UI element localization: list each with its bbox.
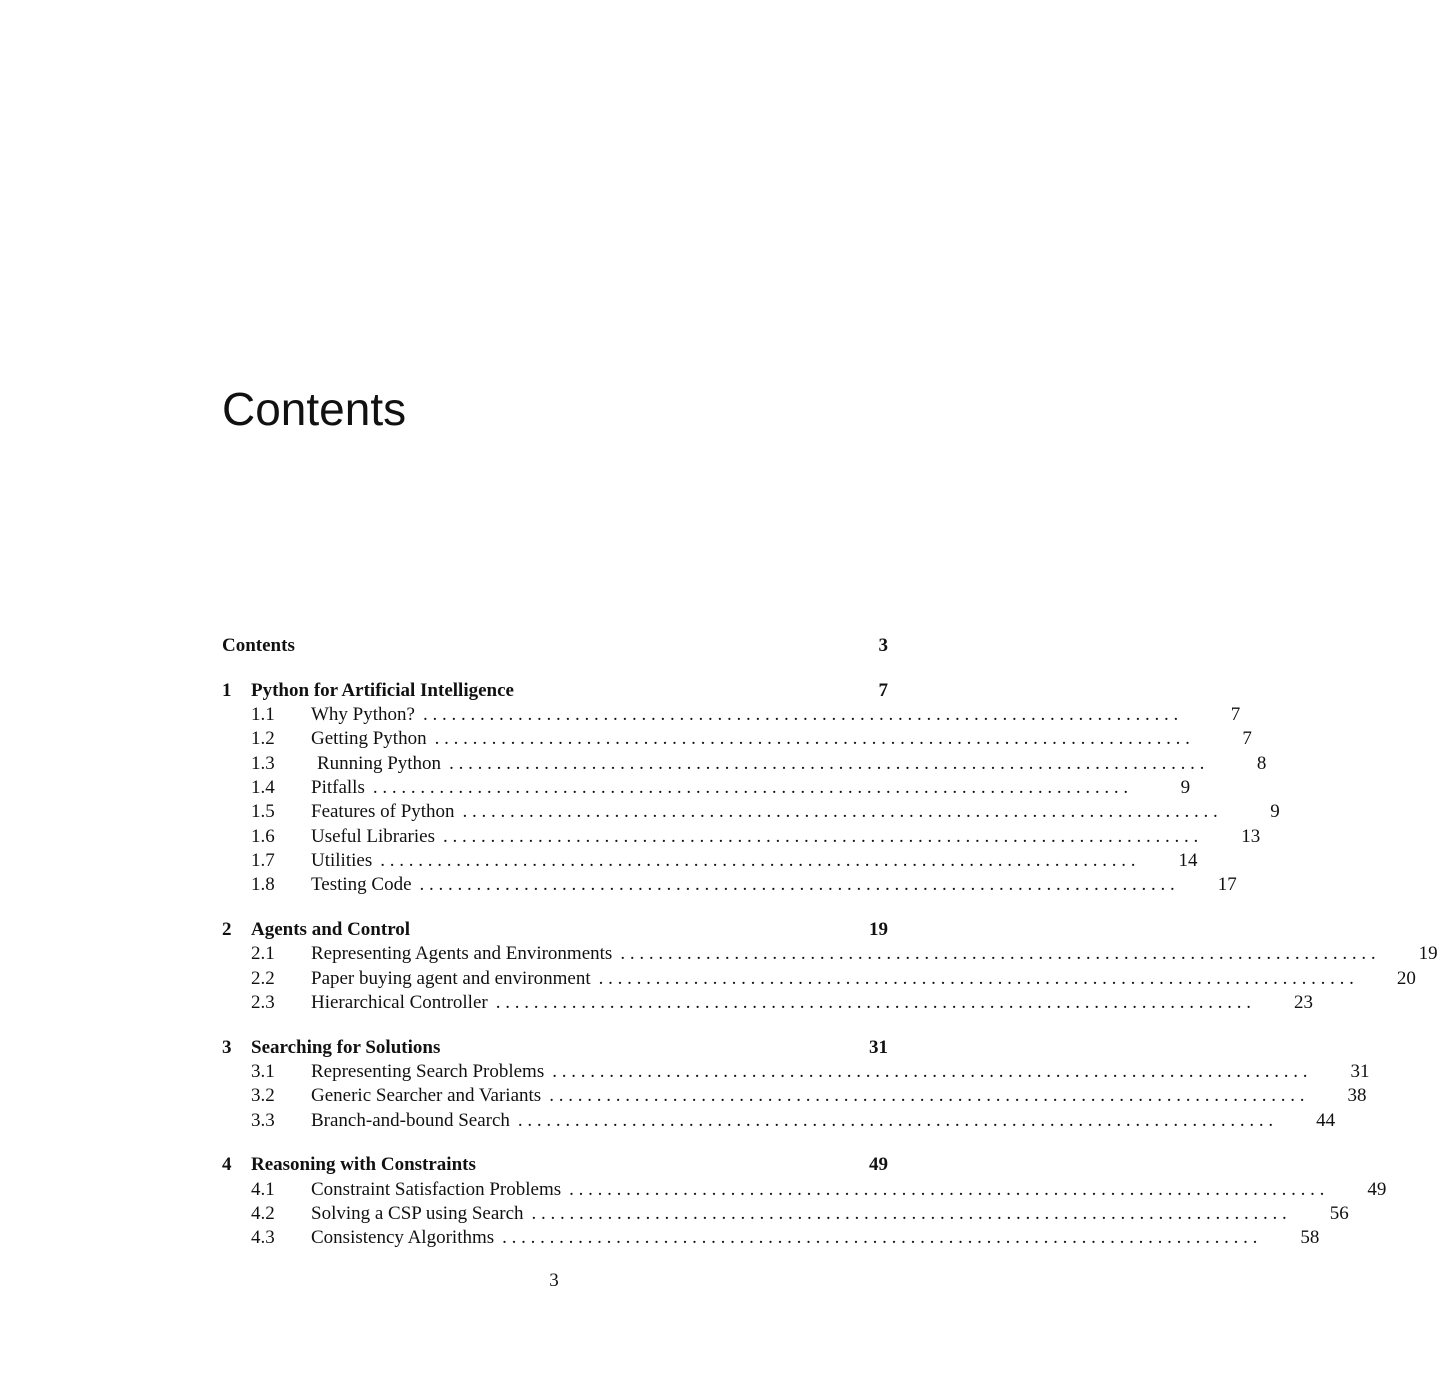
section-title: Hierarchical Controller (311, 991, 488, 1013)
section-page: 7 (1242, 728, 1252, 750)
section-title: Getting Python (311, 728, 427, 750)
toc-chapters (222, 679, 1438, 1251)
toc-section-entry[interactable] (222, 776, 1191, 800)
section-title: Representing Agents and Environments (311, 943, 613, 965)
dot-leader: . . . . . . . . . . . . . . . . . . . . . . . . . . . . . . . . . . . . . . . . . . . . . . . . . . . . . . . . . . . . . . . . . . . . . . . . . . . . . . . . (598, 967, 1354, 989)
chapter-page: 49 (869, 1154, 888, 1176)
toc-section-entry[interactable] (222, 967, 1416, 991)
section-page: 17 (1217, 874, 1237, 896)
dot-leader: . . . . . . . . . . . . . . . . . . . . . . . . . . . . . . . . . . . . . . . . . . . . . . . . . . . . . . . . . . . . . . . . . . . . . . . . . . . . . . . . (449, 752, 1205, 774)
section-page: 49 (1367, 1178, 1387, 1200)
section-title: Paper buying agent and environment (311, 967, 591, 989)
section-page: 44 (1316, 1109, 1336, 1131)
section-page: 19 (1418, 943, 1438, 965)
section-title: Useful Libraries (311, 825, 435, 847)
section-number: 1.3 (251, 752, 275, 774)
chapter-title: Searching for Solutions (251, 1036, 441, 1058)
section-title: Branch-and-bound Search (311, 1109, 510, 1131)
chapter-number: 4 (222, 1154, 232, 1176)
chapter-number: 1 (222, 679, 232, 701)
page-number: 3 (549, 1270, 559, 1291)
section-title: Generic Searcher and Variants (311, 1085, 542, 1107)
dot-leader: . . . . . . . . . . . . . . . . . . . . . . . . . . . . . . . . . . . . . . . . . . . . . . . . . . . . . . . . . . . . . . . . . . . . . . . . . . . . . . . . (549, 1085, 1305, 1107)
section-page: 31 (1350, 1060, 1370, 1082)
section-number: 1.8 (251, 874, 275, 896)
section-page: 38 (1347, 1085, 1367, 1107)
section-title: Representing Search Problems (311, 1060, 545, 1082)
chapter-page: 7 (878, 679, 888, 701)
toc-section-entry[interactable] (222, 991, 1313, 1015)
toc-section-entry[interactable] (222, 800, 1280, 824)
toc-section-entry[interactable] (222, 825, 1261, 849)
dot-leader: . . . . . . . . . . . . . . . . . . . . . . . . . . . . . . . . . . . . . . . . . . . . . . . . . . . . . . . . . . . . . . . . . . . . . . . . . . . . . . . . (569, 1178, 1325, 1200)
toc-section-entry[interactable] (222, 1202, 1349, 1226)
section-title: Features of Python (311, 801, 455, 823)
section-number: 2.2 (251, 967, 275, 989)
section-number: 1.2 (251, 728, 275, 750)
section-number: 1.5 (251, 801, 275, 823)
dot-leader: . . . . . . . . . . . . . . . . . . . . . . . . . . . . . . . . . . . . . . . . . . . . . . . . . . . . . . . . . . . . . . . . . . . . . . . . . . . . . . . . (620, 943, 1376, 965)
section-title: Solving a CSP using Search (311, 1202, 524, 1224)
toc-section-entry[interactable] (222, 752, 1267, 776)
toc-section-entry[interactable] (222, 873, 1237, 897)
section-number: 3.1 (251, 1060, 275, 1082)
chapter-page: 31 (869, 1036, 888, 1058)
section-page: 9 (1180, 776, 1191, 798)
dot-leader: . . . . . . . . . . . . . . . . . . . . . . . . . . . . . . . . . . . . . . . . . . . . . . . . . . . . . . . . . . . . . . . . . . . . . . . . . . . . . . . . (462, 801, 1218, 823)
section-title: Utilities (311, 849, 373, 871)
chapter-number: 2 (222, 918, 232, 940)
section-number: 3.3 (251, 1109, 275, 1131)
section-page: 56 (1329, 1202, 1349, 1224)
dot-leader: . . . . . . . . . . . . . . . . . . . . . . . . . . . . . . . . . . . . . . . . . . . . . . . . . . . . . . . . . . . . . . . . . . . . . . . . . . . . . . . . (422, 704, 1179, 726)
dot-leader: . . . . . . . . . . . . . . . . . . . . . . . . . . . . . . . . . . . . . . . . . . . . . . . . . . . . . . . . . . . . . . . . . . . . . . . . . . . . . . . . (372, 776, 1129, 798)
chapter-title: Reasoning with Constraints (251, 1154, 476, 1176)
toc-chapter-entry[interactable] (222, 679, 888, 703)
dot-leader: . . . . . . . . . . . . . . . . . . . . . . . . . . . . . . . . . . . . . . . . . . . . . . . . . . . . . . . . . . . . . . . . . . . . . . . . . . . . . . . . (552, 1060, 1308, 1082)
section-title: Constraint Satisfaction Problems (311, 1178, 562, 1200)
chapter-number: 3 (222, 1036, 232, 1058)
section-page: 13 (1241, 825, 1261, 847)
dot-leader: . . . . . . . . . . . . . . . . . . . . . . . . . . . . . . . . . . . . . . . . . . . . . . . . . . . . . . . . . . . . . . . . . . . . . . . . . . . . . . . . (531, 1202, 1287, 1224)
page-title: Contents (222, 383, 407, 435)
dot-leader: . . . . . . . . . . . . . . . . . . . . . . . . . . . . . . . . . . . . . . . . . . . . . . . . . . . . . . . . . . . . . . . . . . . . . . . . . . . . . . . . (442, 825, 1199, 847)
chapter-title: Agents and Control (251, 918, 411, 940)
toc-chapter-entry[interactable] (222, 918, 888, 942)
section-page: 23 (1293, 991, 1313, 1013)
dot-leader: . . . . . . . . . . . . . . . . . . . . . . . . . . . . . . . . . . . . . . . . . . . . . . . . . . . . . . . . . . . . . . . . . . . . . . . . . . . . . . . . (434, 728, 1190, 750)
section-page: 8 (1256, 752, 1267, 774)
toc-section-entry[interactable] (222, 703, 1241, 727)
dot-leader: . . . . . . . . . . . . . . . . . . . . . . . . . . . . . . . . . . . . . . . . . . . . . . . . . . . . . . . . . . . . . . . . . . . . . . . . . . . . . . . . (419, 874, 1175, 896)
section-number: 2.3 (251, 991, 275, 1013)
section-number: 1.4 (251, 776, 275, 798)
dot-leader: . . . . . . . . . . . . . . . . . . . . . . . . . . . . . . . . . . . . . . . . . . . . . . . . . . . . . . . . . . . . . . . . . . . . . . . . . . . . . . . . (495, 991, 1251, 1013)
section-number: 4.1 (251, 1178, 275, 1200)
section-number: 4.3 (251, 1227, 275, 1249)
section-title: Pitfalls (311, 776, 365, 798)
chapter-title: Python for Artificial Intelligence (251, 679, 514, 701)
toc-section-entry[interactable] (222, 942, 1438, 966)
section-title: Running Python (317, 752, 442, 774)
section-page: 14 (1178, 849, 1198, 871)
toc-entry-contents[interactable] (222, 634, 888, 658)
section-page: 9 (1270, 801, 1280, 823)
toc-section-entry[interactable] (222, 1178, 1387, 1202)
section-title: Testing Code (311, 874, 412, 896)
dot-leader: . . . . . . . . . . . . . . . . . . . . . . . . . . . . . . . . . . . . . . . . . . . . . . . . . . . . . . . . . . . . . . . . . . . . . . . . . . . . . . . . (502, 1227, 1258, 1249)
chapter-page: 19 (869, 918, 888, 940)
section-number: 3.2 (251, 1085, 275, 1107)
dot-leader: . . . . . . . . . . . . . . . . . . . . . . . . . . . . . . . . . . . . . . . . . . . . . . . . . . . . . . . . . . . . . . . . . . . . . . . . . . . . . . . . (380, 849, 1136, 871)
section-title: Consistency Algorithms (311, 1227, 495, 1249)
toc-section-entry[interactable] (222, 1084, 1367, 1108)
section-number: 1.1 (251, 704, 275, 726)
toc-entry-page: 3 (878, 635, 888, 656)
toc-section-entry[interactable] (222, 1060, 1370, 1084)
section-number: 1.6 (251, 825, 275, 847)
section-number: 1.7 (251, 849, 275, 871)
section-title: Why Python? (311, 704, 415, 726)
toc-section-entry[interactable] (222, 1226, 1320, 1250)
section-page: 58 (1300, 1227, 1320, 1249)
table-of-contents (222, 634, 1438, 1251)
toc-chapter-entry[interactable] (222, 1153, 888, 1177)
dot-leader: . . . . . . . . . . . . . . . . . . . . . . . . . . . . . . . . . . . . . . . . . . . . . . . . . . . . . . . . . . . . . . . . . . . . . . . . . . . . . . . . (517, 1109, 1274, 1131)
toc-entry-title: Contents (222, 635, 295, 656)
toc-section-entry[interactable] (222, 727, 1252, 751)
section-number: 2.1 (251, 943, 275, 965)
toc-chapter-entry[interactable] (222, 1036, 888, 1060)
section-page: 20 (1396, 967, 1416, 989)
section-page: 7 (1230, 704, 1241, 726)
toc-section-entry[interactable] (222, 1109, 1336, 1133)
toc-section-entry[interactable] (222, 849, 1198, 873)
section-number: 4.2 (251, 1202, 275, 1224)
